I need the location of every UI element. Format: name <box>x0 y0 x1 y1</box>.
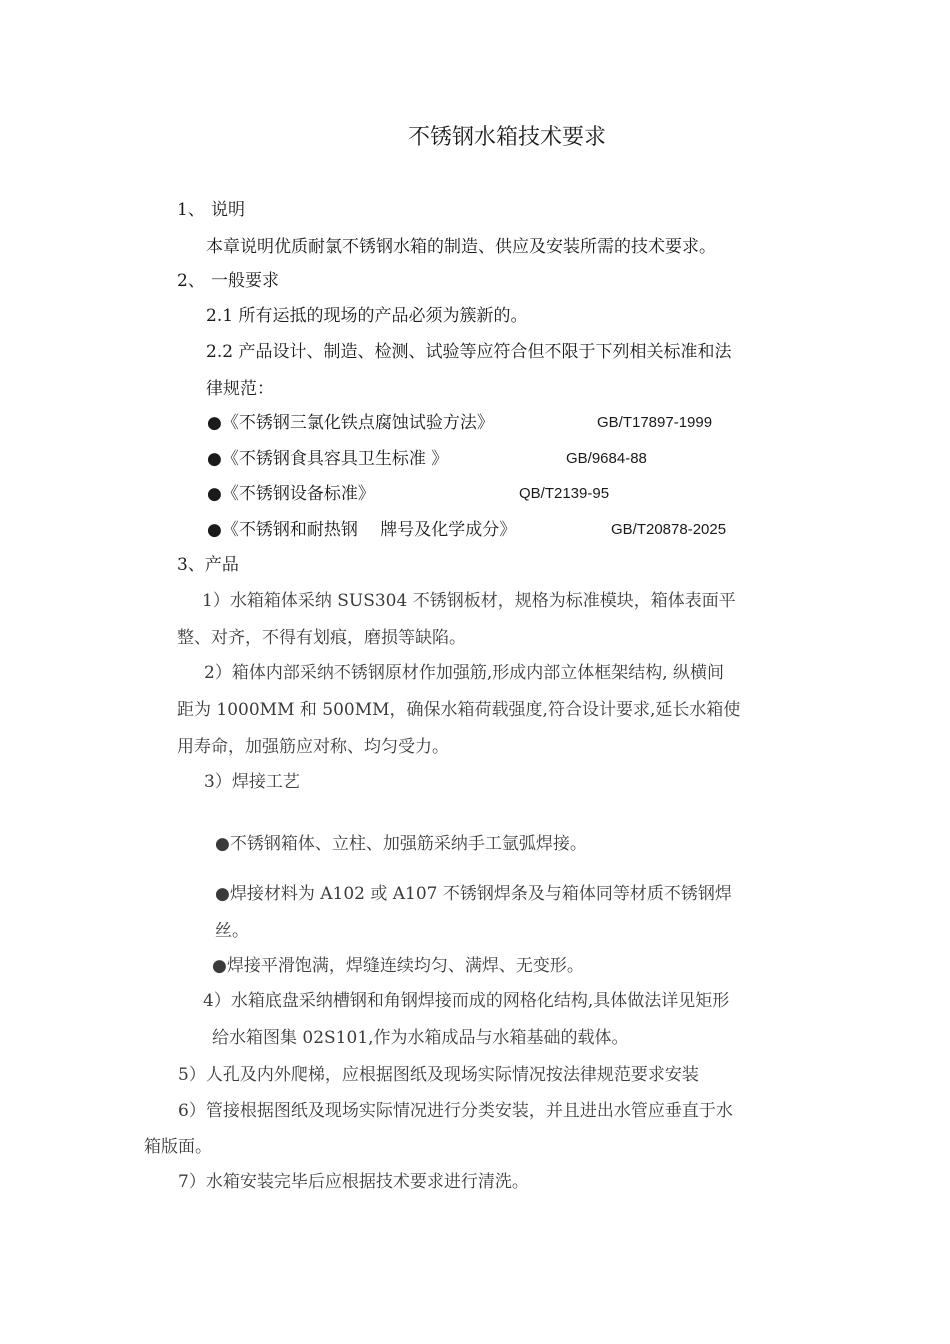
standard-code: GB/T17897-1999 <box>597 414 713 431</box>
standard-code: QB/T2139-95 <box>519 485 610 502</box>
welding-bullet-3: ●焊接平滑饱满，焊缝连续均匀、满焊、无变形。 <box>212 956 584 976</box>
welding-bullet-1: ●不锈钢箱体、立柱、加强筋采纳手工氩弧焊接。 <box>215 834 587 854</box>
welding-bullet-2-line1: ●焊接材料为 A102 或 A107 不锈钢焊条及与箱体同等材质不锈钢焊 <box>215 884 732 904</box>
section-2-item-2-2-line1: 2.2 产品设计、制造、检测、试验等应符合但不限于下列相关标准和法 <box>206 342 732 362</box>
product-para-2-line3: 用寿命，加强筋应对称、均匀受力。 <box>177 737 449 757</box>
standard-code: GB/9684-88 <box>566 450 647 467</box>
product-para-5: 5）人孔及内外爬梯，应根据图纸及现场实际情况按法律规范要求安装 <box>178 1065 699 1085</box>
product-para-7: 7）水箱安装完毕后应根据技术要求进行清洗。 <box>178 1172 529 1192</box>
section-1-heading: 说明 <box>211 200 245 220</box>
section-2-item-2-1: 2.1 所有运抵的现场的产品必须为簇新的。 <box>206 306 528 326</box>
product-para-4-line1: 4）水箱底盘采纳槽钢和角钢焊接而成的网格化结构,具体做法详见矩形 <box>203 991 730 1011</box>
welding-bullet-2-line2: 丝。 <box>215 921 249 941</box>
section-3-heading: 3、产品 <box>177 555 239 575</box>
standard-name: ●《不锈钢和耐热钢 牌号及化学成分》 <box>207 520 517 540</box>
product-para-4-line2: 给水箱图集 02S101,作为水箱成品与水箱基础的载体。 <box>212 1028 629 1048</box>
standard-code: GB/T20878-2025 <box>611 521 727 538</box>
product-para-6-line2: 箱版面。 <box>144 1137 212 1157</box>
section-1-number: 1、 <box>177 200 205 220</box>
product-para-2-line2: 距为 1000MM 和 500MM，确保水箱荷载强度,符合设计要求,延长水箱使 <box>177 700 741 720</box>
document-title: 不锈钢水箱技术要求 <box>408 125 607 150</box>
section-2-item-2-2-line2: 律规范： <box>206 379 274 399</box>
standard-name: ●《不锈钢三氯化铁点腐蚀试验方法》 <box>207 413 494 433</box>
product-para-1-line1: 1）水箱箱体采纳 SUS304 不锈钢板材，规格为标准模块，箱体表面平 <box>202 591 736 611</box>
product-para-6-line1: 6）管接根据图纸及现场实际情况进行分类安装，并且进出水管应垂直于水 <box>178 1101 733 1121</box>
section-1-text: 本章说明优质耐氯不锈钢水箱的制造、供应及安装所需的技术要求。 <box>206 237 716 257</box>
standard-name: ●《不锈钢设备标准》 <box>207 484 375 504</box>
section-2-number: 2、 <box>177 271 205 291</box>
standard-name: ●《不锈钢食具容具卫生标准 》 <box>207 449 449 469</box>
product-para-2-line1: 2）箱体内部采纳不锈钢原材作加强筋,形成内部立体框架结构, 纵横间 <box>204 663 725 683</box>
section-2-heading: 一般要求 <box>211 271 279 291</box>
product-para-3: 3）焊接工艺 <box>204 772 300 792</box>
product-para-1-line2: 整、对齐，不得有划痕，磨损等缺陷。 <box>177 628 466 648</box>
